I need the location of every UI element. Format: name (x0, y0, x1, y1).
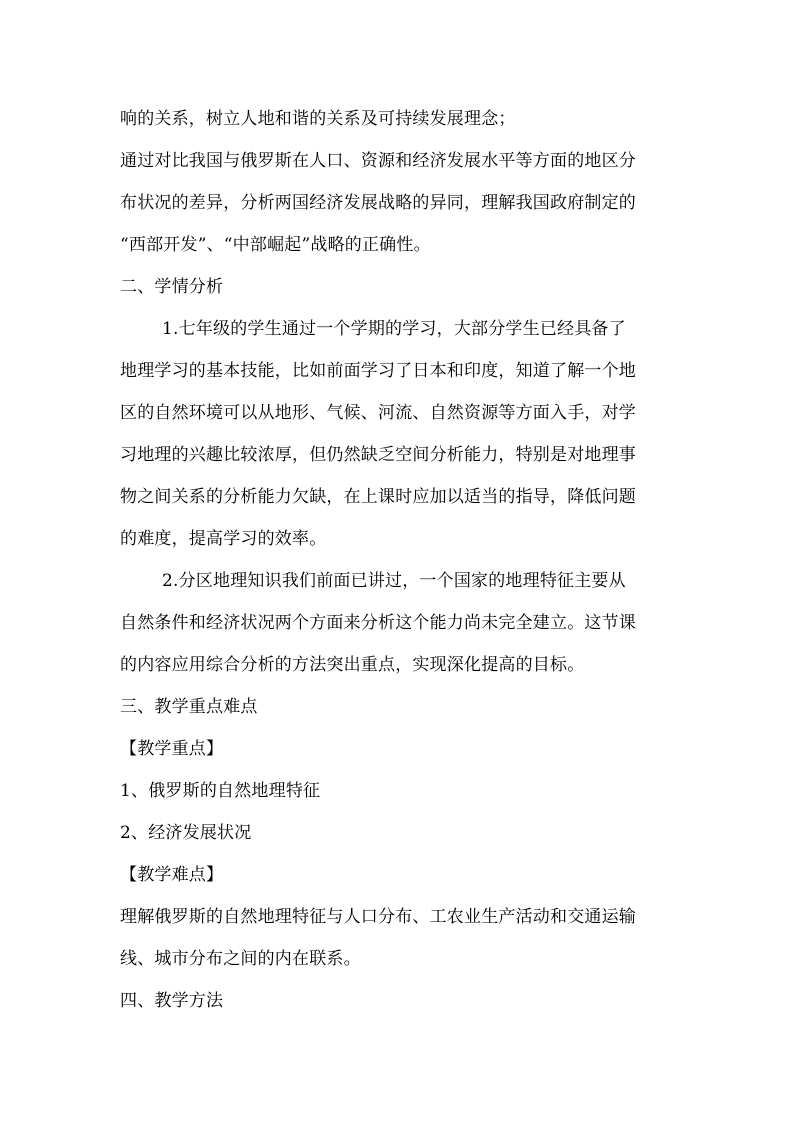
paragraph-line: 2.分区地理知识我们前面已讲过，一个国家的地理特征主要从 (162, 571, 626, 591)
paragraph-line: 地理学习的基本技能，比如前面学习了日本和印度，知道了解一个地 (120, 361, 636, 381)
paragraph-line: 物之间关系的分析能力欠缺，在上课时应加以适当的指导，降低问题 (120, 487, 636, 507)
paragraph-line: 区的自然环境可以从地形、气候、河流、自然资源等方面入手，对学 (120, 403, 636, 423)
paragraph-line: 的难度，提高学习的效率。 (120, 529, 327, 549)
paragraph-line: 1.七年级的学生通过一个学期的学习，大部分学生已经具备了 (162, 319, 626, 339)
paragraph-line: 线、城市分布之间的内在联系。 (120, 949, 361, 969)
document-page (120, 98, 680, 1022)
section-heading-teaching-methods: 四、教学方法 (120, 991, 224, 1011)
paragraph-line: 理解俄罗斯的自然地理特征与人口分布、工农业生产活动和交通运输 (120, 907, 636, 927)
list-item: 2、经济发展状况 (120, 823, 252, 843)
text-line-goal: “西部开发”、“中部崛起”战略的正确性。 (120, 235, 431, 255)
text-line-goal: 通过对比我国与俄罗斯在人口、资源和经济发展水平等方面的地区分 (120, 151, 636, 171)
paragraph-line: 习地理的兴趣比较浓厚，但仍然缺乏空间分析能力，特别是对地理事 (120, 445, 636, 465)
paragraph-line: 的内容应用综合分析的方法突出重点，实现深化提高的目标。 (120, 655, 585, 675)
section-heading-student-analysis: 二、学情分析 (120, 277, 224, 297)
paragraph-line: 自然条件和经济状况两个方面来分析这个能力尚未完全建立。这节课 (120, 613, 636, 633)
section-heading-key-points: 三、教学重点难点 (120, 697, 258, 717)
subheading-difficulties: 【教学难点】 (120, 865, 224, 885)
text-line-continuation: 响的关系，树立人地和谐的关系及可持续发展理念； (120, 109, 516, 129)
text-line-goal: 布状况的差异，分析两国经济发展战略的异同，理解我国政府制定的 (120, 193, 636, 213)
list-item: 1、俄罗斯的自然地理特征 (120, 781, 321, 801)
subheading-key-points: 【教学重点】 (120, 739, 224, 759)
